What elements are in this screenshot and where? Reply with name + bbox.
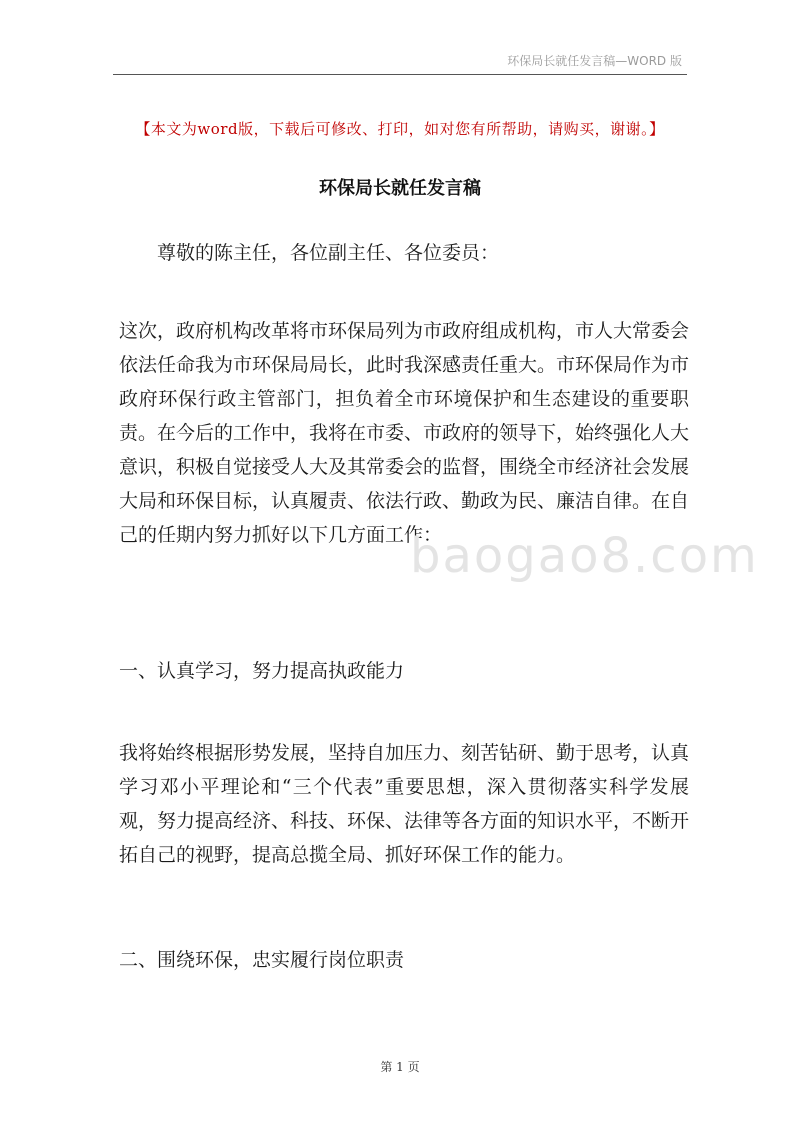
running-header: 环保局长就任发言稿—WORD 版 xyxy=(507,54,682,68)
header-divider xyxy=(113,74,687,75)
purchase-notice: 【本文为word版，下载后可修改、打印，如对您有所帮助，请购买，谢谢。】 xyxy=(135,120,665,138)
paragraph-intro: 这次，政府机构改革将市环保局列为市政府组成机构，市人大常委会依法任命我为市环保局局长，此时我深感责任重大。市环保局作为市政府环保行政主管部门，担负着全市环境保护和生态建设的重要职责。在今后的工作中，我将在市委、市政府的领导下，始终强化人大意识，积极自觉接受人大及其常委会的监督，围绕全市经济社会发展大局和环保目标，认真履责、依法行政、勤政为民、廉洁自律。在自己的任期内努力抓好以下几方面工作： xyxy=(119,320,690,546)
document-title: 环保局长就任发言稿 xyxy=(319,178,481,199)
salutation: 尊敬的陈主任，各位副主任、各位委员： xyxy=(157,242,500,264)
watermark: baogao8.com xyxy=(410,528,759,584)
section-heading-1: 一、认真学习，努力提高执政能力 xyxy=(119,660,405,682)
section-heading-2: 二、围绕环保，忠实履行岗位职责 xyxy=(119,949,405,971)
paragraph-study: 我将始终根据形势发展，坚持自加压力、刻苦钻研、勤于思考，认真学习邓小平理论和“三个代表”重要思想，深入贯彻落实科学发展观，努力提高经济、科技、环保、法律等各方面的知识水平，不断开拓自己的视野，提高总揽全局、抓好环保工作的能力。 xyxy=(119,742,690,866)
page-number: 第 1 页 xyxy=(380,1060,420,1074)
